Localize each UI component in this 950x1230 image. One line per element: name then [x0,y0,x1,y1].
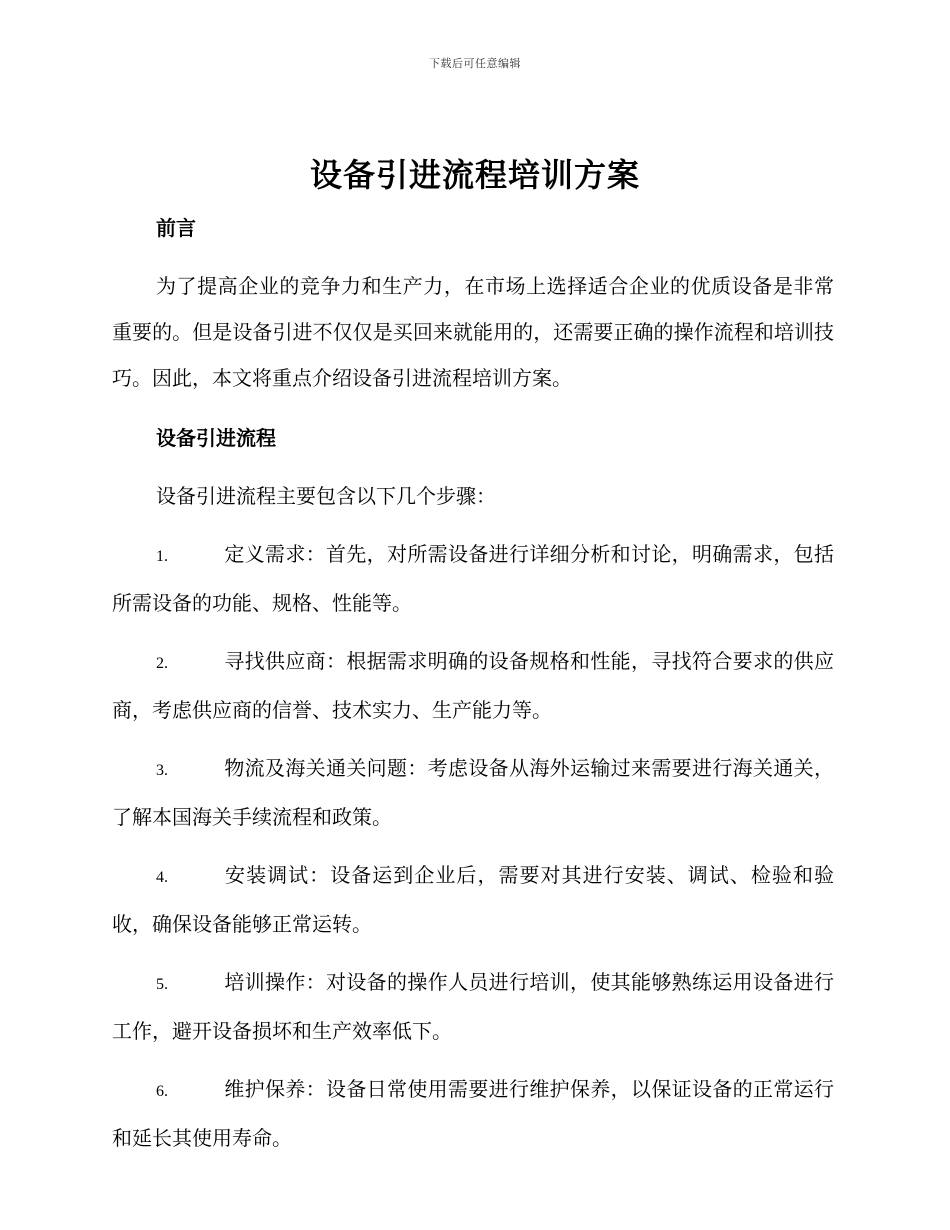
list-number: 6. [156,1083,168,1100]
header-note: 下载后可任意编辑 [429,57,521,70]
list-number: 4. [156,869,168,886]
process-intro: 设备引进流程主要包含以下几个步骤： [156,484,496,508]
document-body [112,205,834,1161]
list-number: 2. [156,655,168,672]
list-number: 5. [156,976,168,993]
list-number: 1. [156,548,168,565]
list-text: 物流及海关通关问题：考虑设备从海外运输过来需要进行海关通关，了解本国海关手续流程和政策。 [112,756,834,829]
list-text: 寻找供应商：根据需求明确的设备规格和性能，寻找符合要求的供应商，考虑供应商的信誉、技术实力、生产能力等。 [112,649,834,722]
list-item [112,959,834,1054]
preface-paragraph: 为了提高企业的竞争力和生产力，在市场上选择适合企业的优质设备是非常重要的。但是设备引进不仅仅是买回来就能用的，还需要正确的操作流程和培训技巧。因此，本文将重点介绍设备引进流程培训方案。 [112,274,834,390]
section-heading-preface: 前言 [156,216,196,240]
list-text: 培训操作：对设备的操作人员进行培训，使其能够熟练运用设备进行工作，避开设备损坏和生产效率低下。 [112,970,834,1043]
list-item [112,1066,834,1161]
list-text: 定义需求：首先，对所需设备进行详细分析和讨论，明确需求，包括所需设备的功能、规格、性能等。 [112,542,834,615]
list-text: 维护保养：设备日常使用需要进行维护保养，以保证设备的正常运行和延长其使用寿命。 [112,1077,834,1150]
list-item [112,531,834,626]
list-item [112,638,834,733]
list-item [112,745,834,840]
section-heading-process: 设备引进流程 [156,426,276,450]
document-title: 设备引进流程培训方案 [309,156,640,194]
list-item [112,852,834,947]
list-number: 3. [156,762,168,779]
list-text: 安装调试：设备运到企业后，需要对其进行安装、调试、检验和验收，确保设备能够正常运转。 [112,863,834,936]
